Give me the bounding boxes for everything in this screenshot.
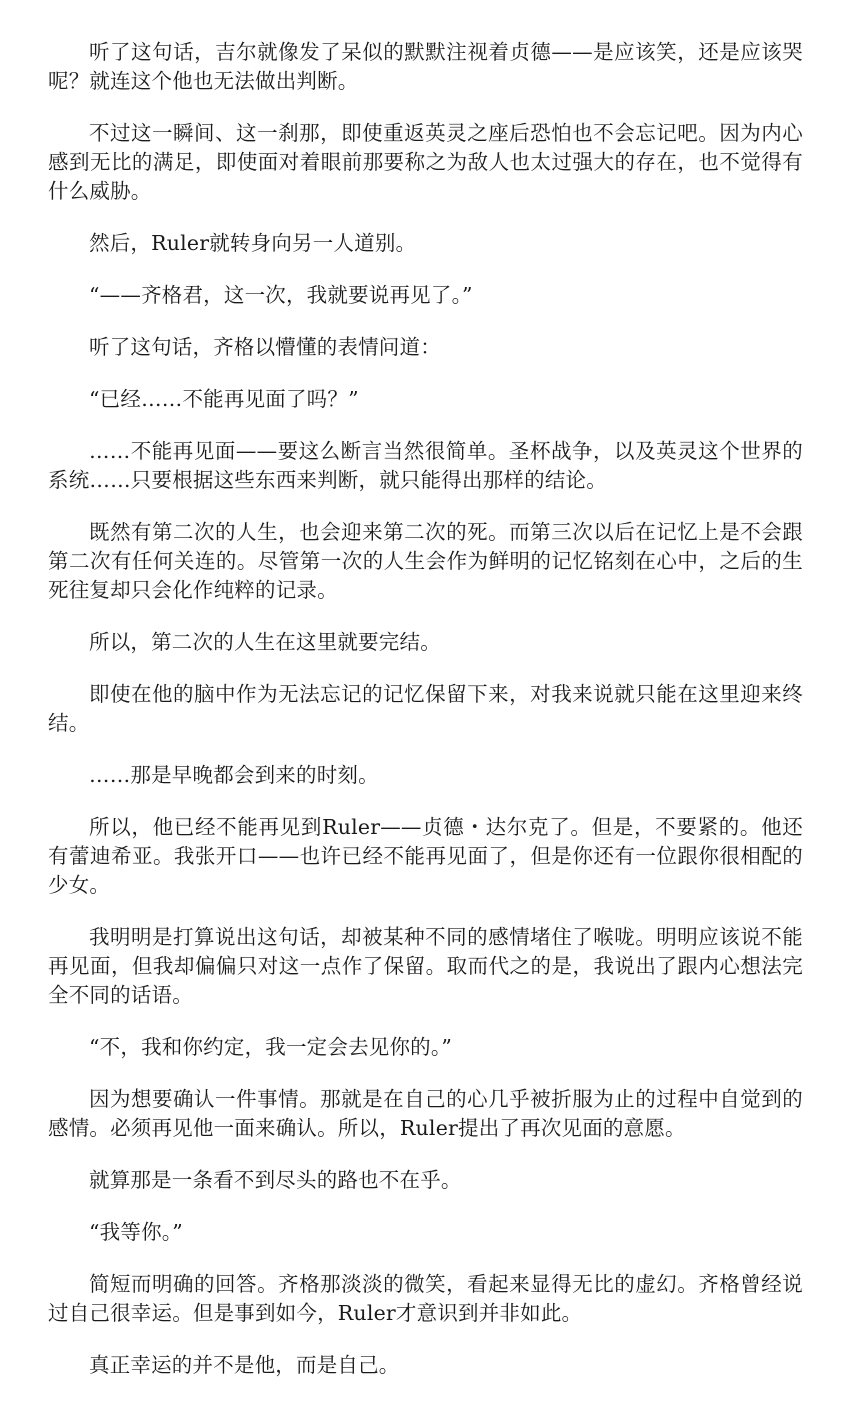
paragraph: “我等你。” xyxy=(89,1220,183,1244)
paragraph: 所以，第二次的人生在这里就要完结。 xyxy=(89,630,441,654)
paragraph: ……那是早晚都会到来的时刻。 xyxy=(89,763,379,787)
paragraph: 就算那是一条看不到尽头的路也不在乎。 xyxy=(89,1168,462,1192)
paragraph: 不过这一瞬间、这一刹那，即使重返英灵之座后恐怕也不会忘记吧。因为内心感到无比的满足，即使面对着眼前那要称之为敌人也太过强大的存在，也不觉得有什么威胁。 xyxy=(48,121,803,203)
paragraph: 即使在他的脑中作为无法忘记的记忆保留下来，对我来说就只能在这里迎来终结。 xyxy=(48,682,803,735)
paragraph: 我明明是打算说出这句话，却被某种不同的感情堵住了喉咙。明明应该说不能再见面，但我却偏偏只对这一点作了保留。取而代之的是，我说出了跟内心想法完全不同的话语。 xyxy=(48,925,803,1007)
paragraph: 因为想要确认一件事情。那就是在自己的心几乎被折服为止的过程中自觉到的感情。必须再见他一面来确认。所以，Ruler提出了再次见面的意愿。 xyxy=(48,1087,803,1140)
paragraph: 所以，他已经不能再见到Ruler——贞德・达尔克了。但是，不要紧的。他还有蕾迪希亚。我张开口——也许已经不能再见面了，但是你还有一位跟你很相配的少女。 xyxy=(48,815,803,897)
paragraph: 然后，Ruler就转身向另一人道别。 xyxy=(89,231,417,255)
paragraph: “——齐格君，这一次，我就要说再见了。” xyxy=(89,283,473,307)
paragraph: 听了这句话，齐格以懵懂的表情问道： xyxy=(89,335,441,359)
paragraph: 既然有第二次的人生，也会迎来第二次的死。而第三次以后在记忆上是不会跟第二次有任何关连的。尽管第一次的人生会作为鲜明的记忆铭刻在心中，之后的生死往复却只会化作纯粹的记录。 xyxy=(48,520,803,602)
paragraph: 听了这句话，吉尔就像发了呆似的默默注视着贞德——是应该笑，还是应该哭呢？就连这个他也无法做出判断。 xyxy=(48,40,803,93)
paragraph: “已经……不能再见面了吗？” xyxy=(89,387,359,411)
paragraph: “不，我和你约定，我一定会去见你的。” xyxy=(89,1035,453,1059)
paragraph: 简短而明确的回答。齐格那淡淡的微笑，看起来显得无比的虚幻。齐格曾经说过自己很幸运。但是事到如今，Ruler才意识到并非如此。 xyxy=(48,1272,803,1325)
paragraph: ……不能再见面——要这么断言当然很简单。圣杯战争，以及英灵这个世界的系统……只要根据这些东西来判断，就只能得出那样的结论。 xyxy=(48,439,803,492)
paragraph: 真正幸运的并不是他，而是自己。 xyxy=(89,1353,400,1377)
